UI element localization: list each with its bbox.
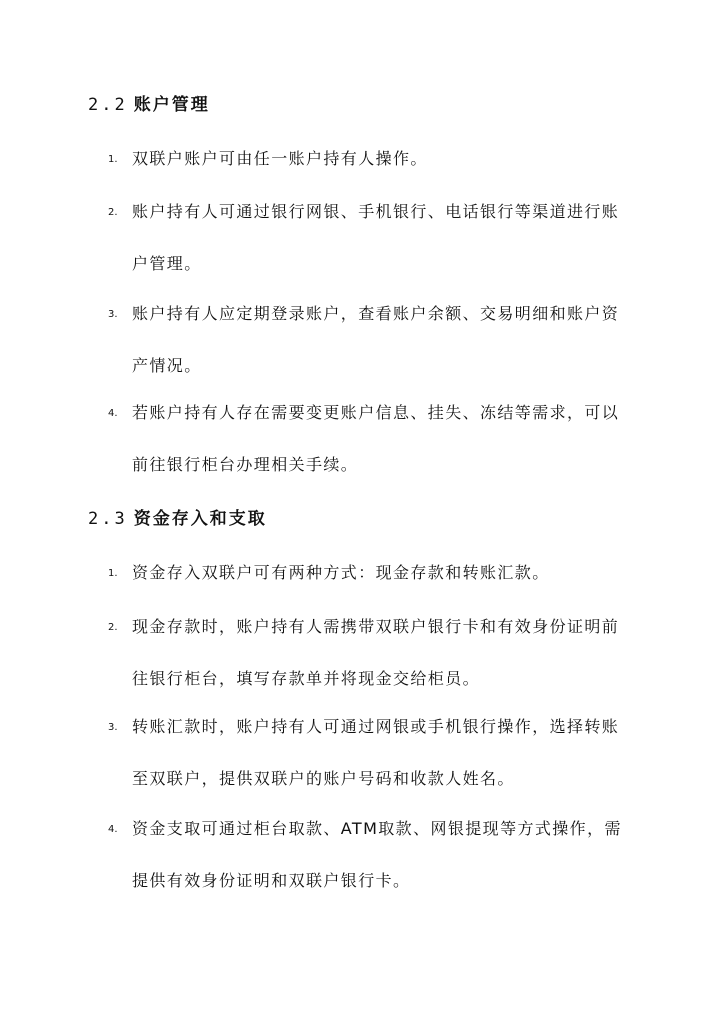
list-item-text: 账户持有人可通过银行网银、手机银行、电话银行等渠道进行账户管理。: [132, 202, 620, 273]
section-heading: [88, 504, 267, 529]
list-marker: 4.: [108, 408, 118, 419]
list-item-text: 资金存入双联户可有两种方式：现金存款和转账汇款。: [132, 563, 550, 582]
list-item-text: 转账汇款时，账户持有人可通过网银或手机银行操作，选择转账至双联户，提供双联户的账户号码和收款人姓名。: [132, 717, 620, 788]
list-marker: 2.: [108, 207, 118, 218]
section-title: 账户管理: [133, 95, 210, 115]
list-item-text: 资金支取可通过柜台取款、ATM取款、网银提现等方式操作，需提供有效身份证明和双联户银行卡。: [132, 819, 622, 890]
list-marker: 1.: [108, 568, 118, 579]
section-number: 2.3: [88, 509, 128, 529]
section-number: 2.2: [88, 95, 128, 115]
list-marker: 4.: [108, 824, 118, 835]
list-marker: 2.: [108, 622, 118, 633]
section-heading: [88, 90, 210, 115]
section-title: 资金存入和支取: [133, 509, 267, 529]
list-item-text: 现金存款时，账户持有人需携带双联户银行卡和有效身份证明前往银行柜台，填写存款单并将现金交给柜员。: [132, 617, 620, 688]
list-item-text: 若账户持有人存在需要变更账户信息、挂失、冻结等需求，可以前往银行柜台办理相关手续。: [132, 403, 620, 474]
list-marker: 3.: [108, 722, 118, 733]
list-item-text: 双联户账户可由任一账户持有人操作。: [132, 149, 428, 168]
list-marker: 1.: [108, 154, 118, 165]
list-item-text: 账户持有人应定期登录账户，查看账户余额、交易明细和账户资产情况。: [132, 304, 620, 375]
list-marker: 3.: [108, 309, 118, 320]
